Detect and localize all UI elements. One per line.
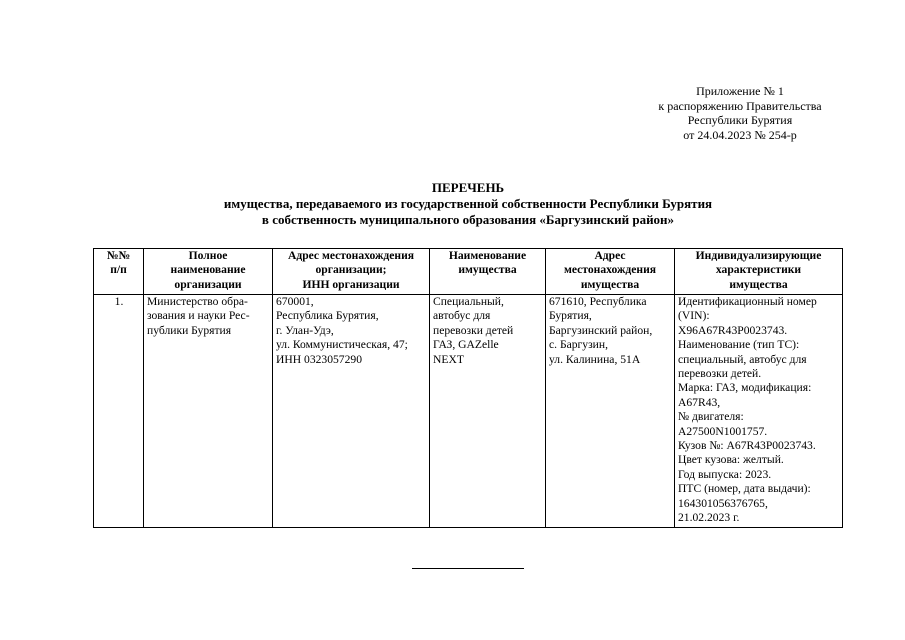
header-number — [94, 249, 144, 295]
cell-text-line: 670001, — [276, 295, 314, 308]
cell-text-line: перевозки детей. — [678, 367, 762, 381]
cell-text-line: X96A67R43P0023743. — [678, 323, 788, 337]
header-text-line: местонахождения — [563, 263, 657, 277]
footer-divider — [412, 568, 524, 569]
cell-text-line: ПТС (номер, дата выдачи): — [678, 482, 811, 496]
appendix-date: от 24.04.2023 № 254-р — [683, 127, 797, 142]
cell-text-line: Наименование (тип ТС): — [678, 338, 800, 352]
cell-text-line: ИНН 0323057290 — [276, 352, 362, 366]
title-line-2: в собственность муниципального образования «Баргузинский район» — [261, 212, 675, 227]
cell-text-line: зования и науки Рес- — [147, 309, 250, 323]
cell-text-line: 21.02.2023 г. — [678, 511, 740, 525]
title-line-1: имущества, передаваемого из государственной собственности Республики Бурятия — [223, 196, 713, 211]
cell-text-line: с. Баргузин, — [549, 338, 608, 352]
cell-property-name — [430, 295, 546, 528]
cell-text-line: автобус для — [433, 309, 491, 323]
cell-text-line: Республика Бурятия, — [276, 309, 379, 323]
header-organization — [144, 249, 273, 295]
appendix-republic: Республики Бурятия — [687, 113, 793, 128]
header-property-address — [546, 249, 675, 295]
cell-text-line: Специальный, — [433, 295, 504, 308]
header-text-line: имущества — [580, 277, 640, 291]
cell-text-line: Цвет кузова: желтый. — [678, 453, 784, 467]
cell-text-line: 164301056376765, — [678, 496, 768, 510]
header-text-line: Адрес местонахождения — [287, 249, 415, 262]
cell-text-line: ул. Калинина, 51А — [549, 352, 641, 366]
header-text-line: организации; — [315, 263, 387, 277]
property-table — [93, 248, 843, 528]
cell-text-line: Год выпуска: 2023. — [678, 467, 772, 481]
cell-text-line: перевозки детей — [433, 323, 514, 337]
header-text-line: п/п — [110, 263, 127, 277]
cell-text-line: ГАЗ, GAZelle — [433, 338, 499, 352]
title-heading: ПЕРЕЧЕНЬ — [431, 180, 505, 195]
header-text-line: характеристики — [715, 263, 802, 277]
header-property-name — [430, 249, 546, 295]
cell-text-line: Идентификационный номер — [678, 295, 817, 308]
appendix-number: Приложение № 1 — [696, 84, 784, 98]
cell-text-line: ул. Коммунистическая, 47; — [276, 338, 408, 352]
cell-number: 1. — [94, 295, 144, 528]
table-header-row — [94, 249, 843, 295]
table-row — [94, 295, 843, 528]
cell-property-address — [546, 295, 675, 528]
cell-text-line: A27500N1001757. — [678, 424, 768, 438]
appendix-decree-ref: к распоряжению Правительства — [658, 98, 822, 113]
cell-text-line: Министерство обра- — [147, 295, 248, 308]
header-text-line: наименование — [170, 263, 246, 277]
cell-characteristics — [675, 295, 843, 528]
header-text-line: Наименование — [448, 249, 527, 262]
appendix-header — [640, 84, 840, 142]
header-text-line: Адрес — [594, 249, 626, 262]
header-text-line: ИНН организации — [302, 277, 400, 291]
cell-organization — [144, 295, 273, 528]
cell-text-line: Кузов №: A67R43P0023743. — [678, 439, 816, 453]
cell-text-line: Баргузинский район, — [549, 323, 653, 337]
header-characteristics — [675, 249, 843, 295]
cell-text-line: Марка: ГАЗ, модификация: — [678, 381, 812, 395]
cell-org-address — [273, 295, 430, 528]
header-text-line: имущества — [729, 277, 788, 291]
document-title — [0, 180, 905, 228]
header-text-line: имущества — [458, 263, 517, 277]
cell-text-line: Бурятия, — [549, 309, 592, 323]
header-text-line: №№ — [106, 249, 131, 262]
table-body — [94, 295, 843, 528]
cell-text-line: (VIN): — [678, 309, 710, 323]
cell-text-line: № двигателя: — [678, 410, 744, 424]
cell-text-line: публики Бурятия — [147, 323, 232, 337]
header-text-line: Индивидуализирующие — [695, 249, 822, 262]
cell-text-line: NEXT — [433, 352, 464, 366]
header-text-line: Полное — [188, 249, 228, 262]
header-org-address — [273, 249, 430, 295]
cell-text-line: 671610, Республика — [549, 295, 647, 308]
cell-text-line: специальный, автобус для — [678, 352, 807, 366]
cell-text-line: А67R43, — [678, 395, 721, 409]
cell-text-line: г. Улан-Удэ, — [276, 323, 334, 337]
header-text-line: организации — [174, 277, 242, 291]
